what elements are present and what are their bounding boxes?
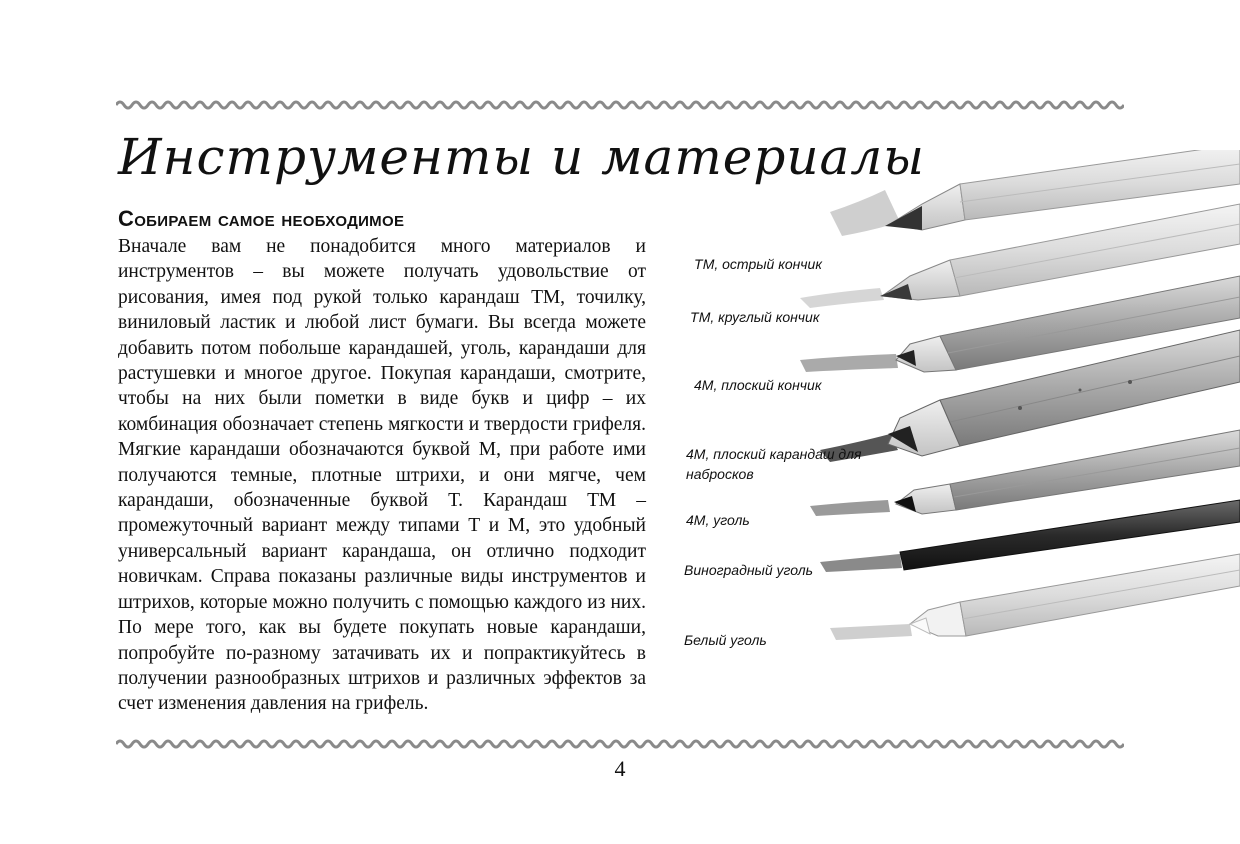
pencil-label-2: ТМ, круглый кончик (690, 309, 820, 325)
section-subtitle: Собираем самое необходимое (118, 206, 405, 231)
body-paragraph: Вначале вам не понадобится много материалов и инструментов – вы можете получать удовольствие от рисования, имея под рукой только карандаш ТМ, точилку, виниловый ластик и любой лист бумаги. Вы всегда можете добавить потом побольше карандашей, уголь, карандаши для растушевки и многое другое. Покупая карандаши, смотрите, чтобы на них были пометки в виде букв и цифр – их комбинация обозначает степень мягкости и твердости грифеля. Мягкие карандаши обозначаются буквой М, при работе ими получаются темные, плотные штрихи, и они мягче, чем карандаши, обозначенные буквой Т. Карандаш ТМ – промежуточный вариант между типами Т и М, это удобный универсальный вариант карандаша, он отлично подходит новичкам. Справа показаны различные виды инструментов и штрихов, которые можно получить с помощью каждого из них. По мере того, как вы будете покупать новые карандаши, попробуйте по-разному затачивать их и попрактикуйтесь в получении разнообразных штрихов и различных эффектов за счет изменения давления на грифель. (118, 236, 646, 715)
pencil-label-1: ТМ, острый кончик (694, 256, 822, 272)
bottom-wavy-divider (116, 737, 1124, 751)
page-number: 4 (614, 756, 626, 781)
pencil-label-7: Белый уголь (684, 632, 767, 648)
body-text (118, 234, 646, 717)
page-title: Инструменты и материалы (118, 128, 925, 186)
pencils-illustration (660, 150, 1240, 710)
pencil-label-3: 4М, плоский кончик (694, 377, 822, 393)
top-wavy-divider (116, 98, 1124, 112)
pencil-label-6: Виноградный уголь (684, 562, 813, 578)
pencil-label-5: 4М, уголь (686, 512, 750, 528)
pencil-label-4: 4М, плоский карандаш для набросков (686, 446, 862, 482)
